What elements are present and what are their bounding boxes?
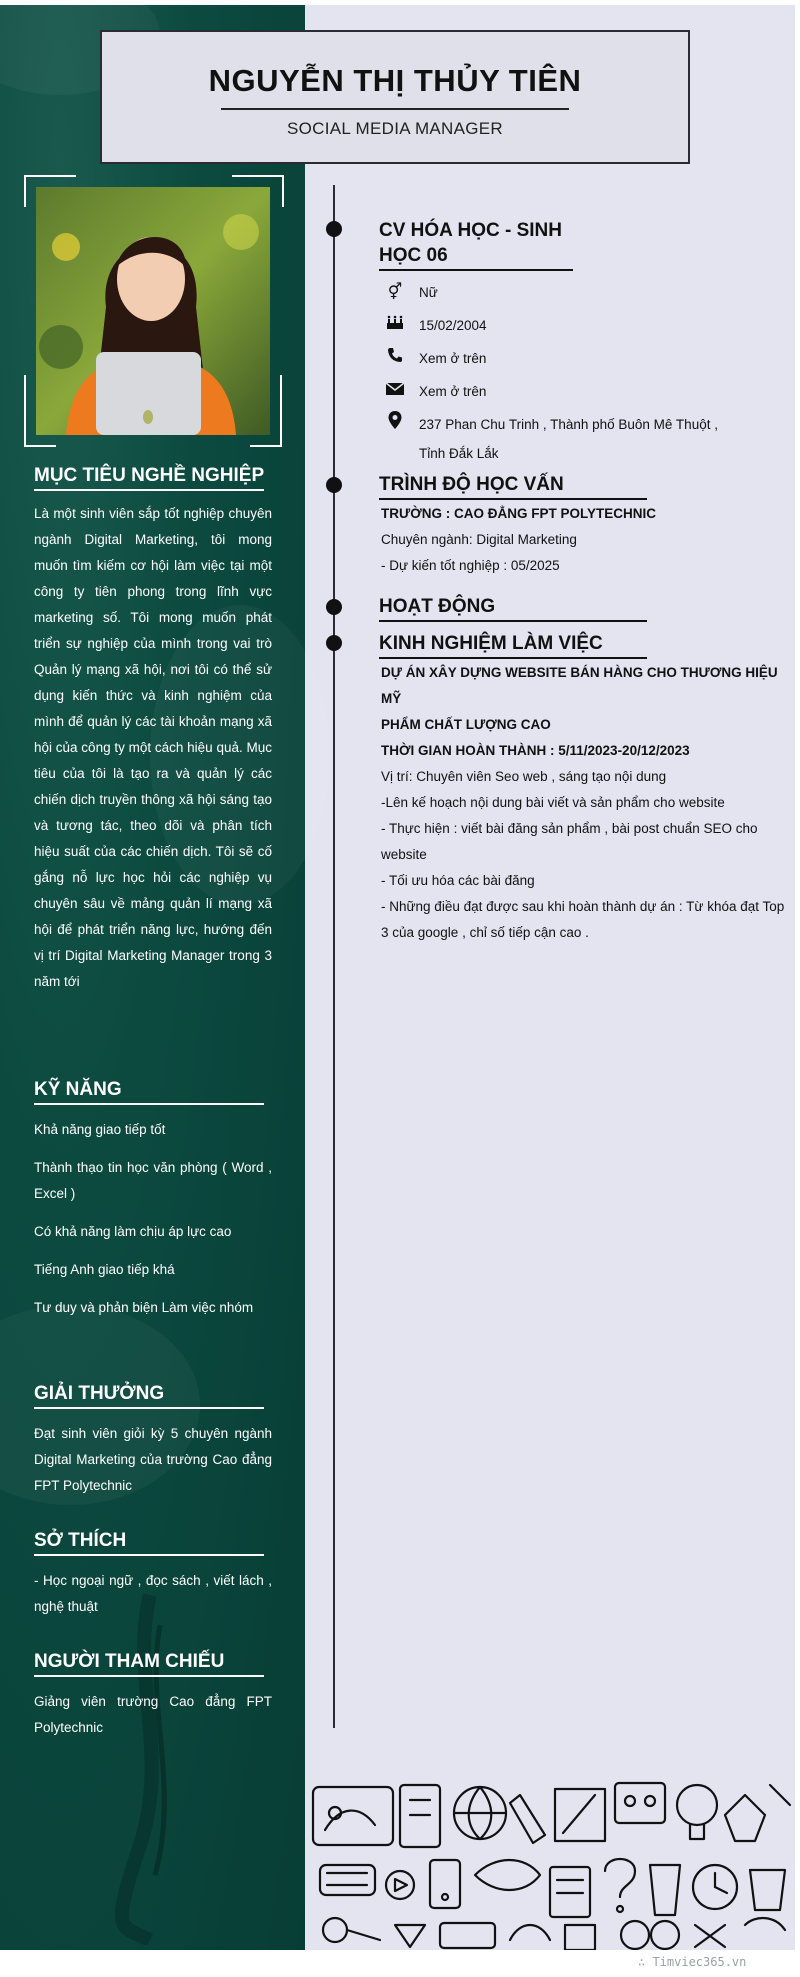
timeline-dot <box>326 599 342 615</box>
cv-title: CV HÓA HỌC - SINH HỌC 06 <box>379 218 573 271</box>
info-address-line2: Tỉnh Đắk Lắk <box>419 446 499 461</box>
skills-list <box>34 1117 272 1333</box>
info-gender: ⚥ Nữ <box>385 276 438 309</box>
sidebar <box>0 5 305 1950</box>
phone-icon <box>385 342 405 375</box>
awards-heading: GIẢI THƯỞNG <box>34 1383 164 1405</box>
objective-text: Là một sinh viên sắp tốt nghiệp chuyên ngành Digital Marketing, tôi mong muốn tìm kiếm cơ hội làm việc tại một công ty tiên phong trong lĩnh vực marketing số. Tôi mong muốn phát triển sự nghiệp của mình trong vai trò Quản lý mạng xã hội, nơi tôi có thể sử dụng kiến thức và kinh nghiệm của mình để quản lý các tài khoản mạng xã hội của công ty một cách hiệu quả. Mục tiêu của tôi là tạo ra và quản lý các chiến dịch truyền thông xã hội sáng tạo và tương tác, theo dõi và phân tích hiệu suất của các chiến dịch. Tôi sẽ cố gắng nỗ lực học hỏi các nghiệp vụ chuyên sâu về mảng quản lí mạng xã hội để phát triển năng lực, hướng đến vị trí Digital Marketing Manager trong 3 năm tới <box>34 506 272 989</box>
hobbies-text: - Học ngoại ngữ , đọc sách , viết lách , nghệ thuật <box>34 1573 272 1614</box>
experience-details: DỰ ÁN XÂY DỰNG WEBSITE BÁN HÀNG CHO THƯƠNG HIỆU MỸ PHẨM CHẤT LƯỢNG CAO THỜI GIAN HOÀN THÀNH : 5/11/2023-20/12/2023 Vị trí: Chuyên viên Seo web , sáng tạo nội dung -Lên kế hoạch nội dung bài viết và sản phẩm cho website - Thực hiện : viết bài đăng sản phẩm , bài post chuẩn SEO cho website - Tối ưu hóa các bài đăng - Những điều đạt được sau khi hoàn thành dự án : Từ khóa đạt Top 3 của google , chỉ số tiếp cận cao . <box>381 665 785 940</box>
education-details: TRƯỜNG : CAO ĐẲNG FPT POLYTECHNIC Chuyên ngành: Digital Marketing - Dự kiến tốt nghiệp : 05/2025 <box>381 506 656 573</box>
skill-item: Khả năng giao tiếp tốt <box>34 1122 166 1137</box>
watermark: ∴ Timviec365.vn <box>638 1955 747 1969</box>
envelope-icon <box>385 375 405 408</box>
name-divider <box>221 108 569 110</box>
hobbies-heading: SỞ THÍCH <box>34 1530 126 1552</box>
info-phone: Xem ở trên <box>385 342 486 375</box>
candidate-name: NGUYỄN THỊ THỦY TIÊN <box>208 63 582 98</box>
cake-icon <box>385 309 405 342</box>
skill-item: Tiếng Anh giao tiếp khá <box>34 1262 175 1277</box>
reference-heading: NGƯỜI THAM CHIẾU <box>34 1651 224 1673</box>
timeline-line <box>333 185 335 1728</box>
info-email: Xem ở trên <box>385 375 486 408</box>
timeline-dot <box>326 221 342 237</box>
info-birthday: 15/02/2004 <box>385 309 487 342</box>
job-title: SOCIAL MEDIA MANAGER <box>286 119 504 138</box>
cv-page <box>0 5 795 1950</box>
school-doodles-illustration <box>305 1775 795 1950</box>
awards-text: Đạt sinh viên giỏi kỳ 5 chuyên ngành Digital Marketing của trường Cao đẳng FPT Polytechnic <box>34 1426 272 1493</box>
skill-item: Thành thạo tin học văn phòng ( Word , Excel ) <box>34 1160 272 1201</box>
profile-photo <box>36 187 270 435</box>
skills-heading: KỸ NĂNG <box>34 1079 122 1101</box>
objective-heading: MỤC TIÊU NGHỀ NGHIỆP <box>34 465 264 487</box>
brush-stroke-decoration <box>60 1585 200 1945</box>
timeline-dot <box>326 635 342 651</box>
education-heading: TRÌNH ĐỘ HỌC VẤN <box>379 472 647 500</box>
location-pin-icon <box>385 408 405 441</box>
reference-text: Giảng viên trường Cao đẳng FPT Polytechnic <box>34 1694 272 1735</box>
gender-icon: ⚥ <box>387 284 403 301</box>
skill-item: Có khả năng làm chịu áp lực cao <box>34 1224 232 1239</box>
info-address: 237 Phan Chu Trinh , Thành phố Buôn Mê Thuột , <box>385 408 718 441</box>
activities-heading: HOẠT ĐỘNG <box>379 594 647 622</box>
skill-item: Tư duy và phản biện Làm việc nhóm <box>34 1300 254 1315</box>
name-header-box <box>100 30 690 164</box>
experience-heading: KINH NGHIỆM LÀM VIỆC <box>379 631 647 659</box>
timeline-dot <box>326 477 342 493</box>
